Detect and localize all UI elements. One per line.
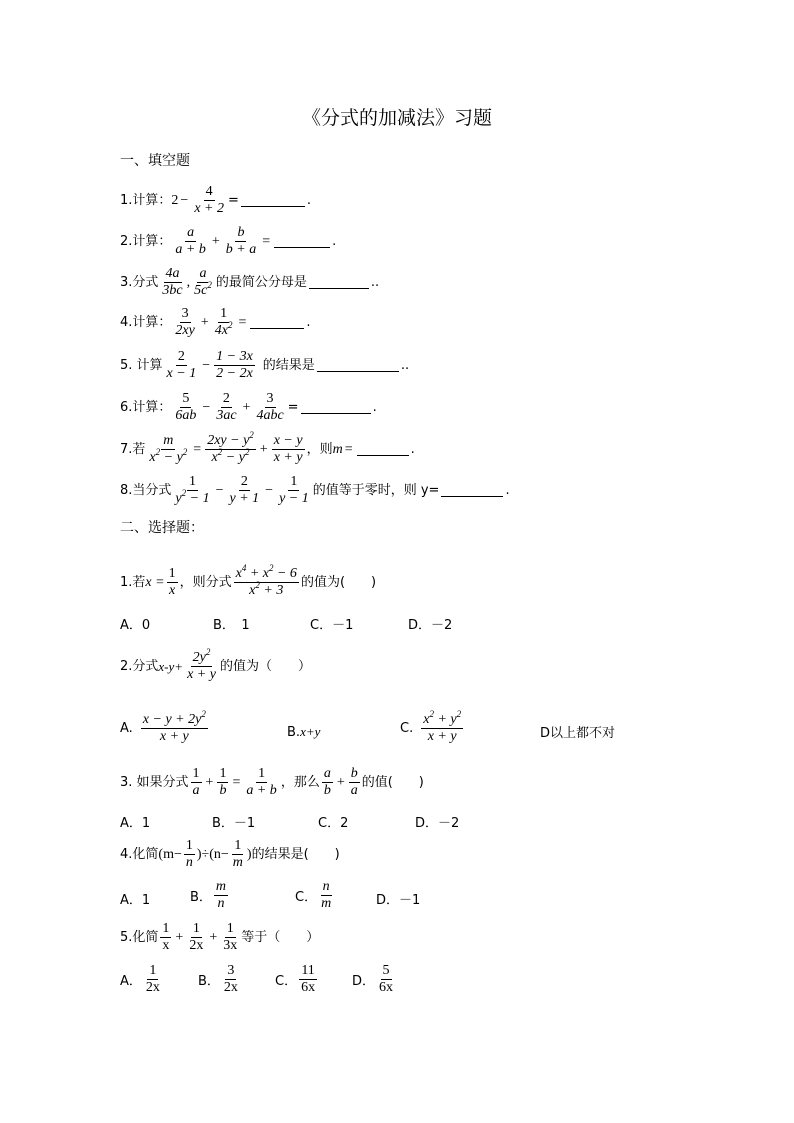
fraction bbox=[222, 963, 240, 996]
denominator bbox=[210, 447, 252, 466]
period: . bbox=[332, 233, 337, 249]
term: − 6 bbox=[273, 566, 297, 581]
fill-question-4 bbox=[120, 306, 311, 339]
fraction bbox=[234, 563, 299, 599]
numerator: 5 bbox=[382, 963, 390, 978]
expression: x-y+ bbox=[158, 658, 184, 674]
choice-question-5 bbox=[120, 921, 319, 954]
exponent: 2 bbox=[268, 563, 274, 573]
base: x bbox=[149, 450, 156, 465]
numerator: 1 bbox=[185, 838, 193, 853]
separator: , bbox=[186, 274, 191, 290]
expression: )÷(n− bbox=[196, 846, 229, 862]
fraction bbox=[144, 963, 162, 996]
fraction bbox=[272, 433, 305, 466]
denominator bbox=[192, 280, 214, 299]
operator: + bbox=[211, 233, 220, 249]
expression: ) bbox=[246, 846, 252, 862]
denominator: b + a bbox=[225, 242, 257, 257]
operator: − bbox=[215, 482, 224, 498]
fill-question-5 bbox=[120, 349, 409, 382]
option-c[interactable] bbox=[295, 879, 335, 912]
answer-blank[interactable] bbox=[274, 235, 330, 248]
numerator: 1 bbox=[219, 766, 227, 781]
question-label: 6.计算： bbox=[120, 399, 172, 415]
fraction bbox=[173, 474, 211, 507]
denominator bbox=[213, 320, 235, 339]
question-label: 1.计算： bbox=[120, 192, 172, 208]
term: − y bbox=[222, 450, 245, 465]
numerator: 4a bbox=[165, 266, 180, 281]
answer-blank[interactable] bbox=[250, 316, 304, 329]
question-text: 的最简公分母是 bbox=[215, 274, 307, 290]
option-d[interactable]: D．－2 bbox=[415, 816, 460, 831]
question-text: 等于（ ） bbox=[241, 929, 320, 945]
answer-blank[interactable] bbox=[357, 443, 409, 456]
exponent: 2 bbox=[207, 280, 212, 290]
operator: + bbox=[259, 441, 268, 457]
period: . bbox=[372, 399, 377, 415]
denominator: y + 1 bbox=[229, 491, 260, 506]
denominator: y − 1 bbox=[279, 491, 309, 506]
operator: − bbox=[202, 357, 211, 373]
question-label: 4.计算： bbox=[120, 314, 172, 330]
term: + y bbox=[433, 712, 457, 727]
expression: x = bbox=[145, 574, 165, 590]
fraction bbox=[160, 266, 184, 299]
numerator: 4 bbox=[205, 184, 213, 199]
equals-sign: = bbox=[262, 233, 271, 249]
fraction bbox=[173, 391, 198, 424]
denominator: 2x bbox=[189, 938, 204, 953]
question-text: ，则分式 bbox=[179, 574, 232, 590]
option-letter: B． bbox=[198, 974, 220, 989]
fraction bbox=[141, 709, 208, 745]
term: + 3 bbox=[259, 583, 284, 598]
numerator: 1 bbox=[188, 474, 196, 489]
fraction bbox=[377, 963, 395, 996]
operator: − bbox=[265, 482, 274, 498]
fraction bbox=[217, 766, 228, 799]
fraction bbox=[231, 838, 245, 871]
question-label: 3.分式 bbox=[120, 274, 159, 290]
answer-blank[interactable] bbox=[301, 401, 371, 414]
numerator: 1 bbox=[149, 963, 157, 978]
operator: + bbox=[242, 399, 251, 415]
fraction bbox=[173, 306, 196, 339]
denominator: 6ab bbox=[175, 408, 197, 423]
denominator: n bbox=[185, 855, 193, 870]
exponent: 2 bbox=[205, 647, 211, 657]
fraction bbox=[185, 647, 218, 683]
term: 2y bbox=[192, 650, 206, 665]
denominator bbox=[173, 488, 211, 507]
exponent: 2 bbox=[429, 709, 434, 719]
denominator: x bbox=[168, 583, 176, 598]
exponent: 2 bbox=[244, 447, 250, 457]
question-label: 8.当分式 bbox=[120, 482, 172, 498]
fill-question-1 bbox=[120, 184, 311, 217]
term: + x bbox=[246, 566, 269, 581]
denominator: 3x bbox=[223, 938, 238, 953]
term: − y bbox=[160, 450, 183, 465]
numerator bbox=[141, 709, 208, 729]
denominator: x + y bbox=[273, 450, 303, 465]
denominator: x − 1 bbox=[166, 366, 197, 381]
question-text: 的值为（ ） bbox=[219, 658, 311, 674]
denominator: 2x bbox=[145, 980, 160, 995]
exponent: 2 bbox=[227, 320, 233, 330]
option-c[interactable] bbox=[400, 709, 465, 745]
denominator: a bbox=[192, 783, 200, 798]
option-b[interactable]: B．－1 bbox=[212, 816, 256, 831]
numerator: 1 bbox=[258, 766, 266, 781]
numerator: 1 bbox=[168, 566, 176, 581]
question-label: 4.化简 bbox=[120, 846, 159, 862]
fill-question-7 bbox=[120, 430, 415, 466]
fraction bbox=[421, 709, 463, 745]
fraction bbox=[147, 433, 189, 466]
option-a[interactable]: A．1 bbox=[120, 893, 151, 908]
term: 2 bbox=[171, 192, 179, 208]
equals-sign: = bbox=[238, 314, 247, 330]
denominator: x + y bbox=[159, 729, 189, 744]
expression: (m− bbox=[158, 846, 182, 862]
answer-blank[interactable] bbox=[309, 276, 369, 289]
denominator: m bbox=[321, 896, 332, 911]
fraction bbox=[214, 349, 255, 382]
question-label: 5. 计算 bbox=[120, 357, 163, 373]
denominator: 3bc bbox=[162, 283, 183, 298]
denominator: 2x bbox=[223, 980, 238, 995]
option-a[interactable]: A．1 bbox=[120, 816, 151, 831]
fraction bbox=[319, 879, 333, 912]
denominator: 2 − 2x bbox=[216, 366, 253, 381]
fill-question-8 bbox=[120, 474, 510, 507]
question-label: 5.化简 bbox=[120, 929, 159, 945]
option-c[interactable] bbox=[275, 963, 319, 996]
fraction bbox=[192, 266, 214, 299]
term: x − y + 2y bbox=[142, 712, 202, 727]
exponent: 2 bbox=[249, 430, 254, 440]
numerator: 1 bbox=[192, 921, 200, 936]
question-text: ，那么 bbox=[280, 774, 320, 790]
fraction bbox=[224, 225, 258, 258]
answer-blank[interactable] bbox=[441, 484, 503, 497]
option-c[interactable]: C．2 bbox=[318, 816, 349, 831]
denominator: 3ac bbox=[216, 408, 237, 423]
denominator: b bbox=[323, 783, 331, 798]
numerator bbox=[234, 563, 299, 583]
numerator: 1 bbox=[290, 474, 298, 489]
option-d[interactable]: D．－2 bbox=[408, 618, 453, 633]
option-letter: C． bbox=[275, 974, 298, 989]
operator: + bbox=[209, 929, 218, 945]
fraction bbox=[277, 474, 311, 507]
numerator: 3 bbox=[227, 963, 235, 978]
fraction bbox=[160, 921, 171, 954]
numerator: a bbox=[199, 266, 207, 281]
question-label: 2.分式 bbox=[120, 658, 159, 674]
option-b[interactable] bbox=[287, 724, 320, 740]
term: − 1 bbox=[186, 491, 210, 506]
base: 4x bbox=[214, 323, 228, 338]
denominator: m bbox=[232, 855, 243, 870]
option-a[interactable] bbox=[120, 709, 210, 745]
choice-question-1 bbox=[120, 563, 377, 599]
denominator: x bbox=[162, 938, 170, 953]
numerator: 11 bbox=[301, 963, 315, 978]
denominator: 4abc bbox=[256, 408, 284, 423]
term: 2xy − y bbox=[207, 433, 250, 448]
denominator: 2xy bbox=[175, 323, 195, 338]
numerator: 5 bbox=[182, 391, 190, 406]
question-text: ，则 bbox=[306, 441, 333, 457]
fraction bbox=[191, 766, 202, 799]
period: . bbox=[306, 314, 311, 330]
option-d[interactable]: D．－1 bbox=[376, 893, 421, 908]
page-title: 《分式的加减法》习题 bbox=[301, 107, 492, 129]
fraction bbox=[165, 349, 199, 382]
operator: + bbox=[205, 774, 214, 790]
exponent: 2 bbox=[201, 709, 206, 719]
exponent: 2 bbox=[255, 580, 260, 590]
fraction bbox=[322, 766, 333, 799]
fraction bbox=[254, 391, 285, 424]
exponent: 2 bbox=[181, 488, 187, 498]
option-c[interactable]: C．－1 bbox=[310, 618, 354, 633]
exponent: 2 bbox=[182, 447, 188, 457]
fraction bbox=[244, 766, 278, 799]
exponent: 2 bbox=[456, 709, 462, 719]
fill-question-6 bbox=[120, 391, 377, 424]
numerator: 3 bbox=[181, 306, 189, 321]
term: x bbox=[423, 712, 430, 727]
question-label: 7.若 bbox=[120, 441, 146, 457]
option-a[interactable]: A．0 bbox=[120, 618, 151, 633]
term: x bbox=[235, 566, 242, 581]
option-b[interactable] bbox=[198, 963, 242, 996]
term: x bbox=[249, 583, 256, 598]
operator: + bbox=[175, 929, 184, 945]
question-text: 的值为( ) bbox=[300, 574, 377, 590]
fraction bbox=[173, 225, 207, 258]
numerator: 1 bbox=[226, 921, 234, 936]
fraction bbox=[349, 766, 360, 799]
fraction bbox=[205, 430, 256, 466]
equals-sign: = bbox=[227, 192, 239, 208]
option-a[interactable] bbox=[120, 963, 164, 996]
denominator: a bbox=[350, 783, 358, 798]
numerator: 2 bbox=[240, 474, 248, 489]
question-text: 的结果是 bbox=[262, 357, 315, 373]
equals-sign: = bbox=[193, 441, 202, 457]
fraction bbox=[214, 879, 228, 912]
option-b[interactable]: B． 1 bbox=[213, 618, 250, 633]
denominator: b bbox=[219, 783, 227, 798]
operator: + bbox=[336, 774, 345, 790]
denominator: n bbox=[217, 896, 225, 911]
numerator bbox=[421, 709, 463, 729]
question-text: 的值等于零时，则 y= bbox=[312, 482, 440, 498]
option-letter: C. bbox=[400, 721, 414, 736]
numerator: m bbox=[163, 433, 174, 448]
option-letter: A． bbox=[120, 974, 142, 989]
question-label: 3. 如果分式 bbox=[120, 774, 189, 790]
base: x bbox=[211, 450, 218, 465]
exponent: 2 bbox=[155, 447, 161, 457]
period: .. bbox=[370, 274, 380, 290]
numerator: 1 bbox=[220, 306, 228, 321]
numerator: 1 bbox=[192, 766, 200, 781]
base: 5c bbox=[194, 283, 208, 298]
exponent: 4 bbox=[241, 563, 247, 573]
option-letter: C． bbox=[295, 890, 318, 905]
fill-question-3 bbox=[120, 266, 379, 299]
fraction bbox=[213, 306, 235, 339]
denominator: 6x bbox=[301, 980, 316, 995]
numerator: n bbox=[322, 879, 330, 894]
fraction bbox=[192, 184, 226, 217]
denominator: 6x bbox=[379, 980, 394, 995]
numerator: 1 − 3x bbox=[216, 349, 253, 364]
option-d[interactable]: D以上都不对 bbox=[540, 726, 616, 741]
operator: − bbox=[180, 192, 189, 208]
fraction bbox=[221, 921, 239, 954]
fraction bbox=[227, 474, 261, 507]
period: . bbox=[410, 441, 415, 457]
fraction bbox=[187, 921, 205, 954]
option-letter: B. bbox=[287, 724, 301, 740]
numerator: b bbox=[350, 766, 358, 781]
numerator: 2 bbox=[222, 391, 230, 406]
option-letter: D． bbox=[352, 974, 376, 989]
numerator bbox=[191, 647, 213, 667]
question-label: 1.若 bbox=[120, 574, 146, 590]
option-b[interactable] bbox=[190, 879, 230, 912]
operator: − bbox=[202, 399, 211, 415]
exponent: 2 bbox=[217, 447, 223, 457]
choice-question-3 bbox=[120, 766, 424, 799]
fraction bbox=[184, 838, 195, 871]
option-letter: A. bbox=[120, 721, 133, 736]
denominator: x + y bbox=[427, 729, 457, 744]
base: y bbox=[175, 491, 182, 506]
choice-question-4 bbox=[120, 838, 340, 871]
answer-blank[interactable] bbox=[317, 359, 399, 372]
question-text: 的值( ) bbox=[361, 774, 424, 790]
equals-sign: = bbox=[344, 441, 353, 457]
numerator: a bbox=[323, 766, 331, 781]
choice-question-2 bbox=[120, 647, 311, 683]
option-d[interactable] bbox=[352, 963, 397, 996]
denominator bbox=[147, 447, 189, 466]
operator: + bbox=[200, 314, 209, 330]
numerator: 2 bbox=[177, 349, 185, 364]
numerator: m bbox=[215, 879, 227, 894]
denominator bbox=[247, 580, 285, 599]
period: . bbox=[505, 482, 510, 498]
option-letter: B． bbox=[190, 890, 212, 905]
period: .. bbox=[400, 357, 410, 373]
numerator: 3 bbox=[266, 391, 274, 406]
section-fill-in: 一、填空题 bbox=[120, 153, 190, 169]
equals-sign: = bbox=[287, 399, 299, 415]
numerator: a bbox=[187, 225, 195, 240]
fill-question-2 bbox=[120, 225, 336, 258]
fraction bbox=[214, 391, 238, 424]
question-label: 2.计算： bbox=[120, 233, 172, 249]
answer-blank[interactable] bbox=[241, 194, 305, 207]
numerator: 1 bbox=[234, 838, 242, 853]
numerator: x − y bbox=[273, 433, 303, 448]
question-text: 的结果是( ) bbox=[251, 846, 340, 862]
equals-sign: = bbox=[232, 774, 241, 790]
denominator: x + y bbox=[187, 667, 216, 682]
period: . bbox=[306, 192, 312, 208]
fraction bbox=[167, 566, 178, 599]
option-value: x+y bbox=[300, 724, 321, 739]
fraction bbox=[299, 963, 317, 996]
numerator: b bbox=[237, 225, 245, 240]
denominator: x + 2 bbox=[194, 201, 224, 216]
variable: m bbox=[332, 441, 343, 457]
numerator: 1 bbox=[162, 921, 170, 936]
section-multiple-choice: 二、选择题： bbox=[120, 520, 204, 536]
denominator: a + b bbox=[175, 242, 206, 257]
denominator: a + b bbox=[246, 783, 277, 798]
